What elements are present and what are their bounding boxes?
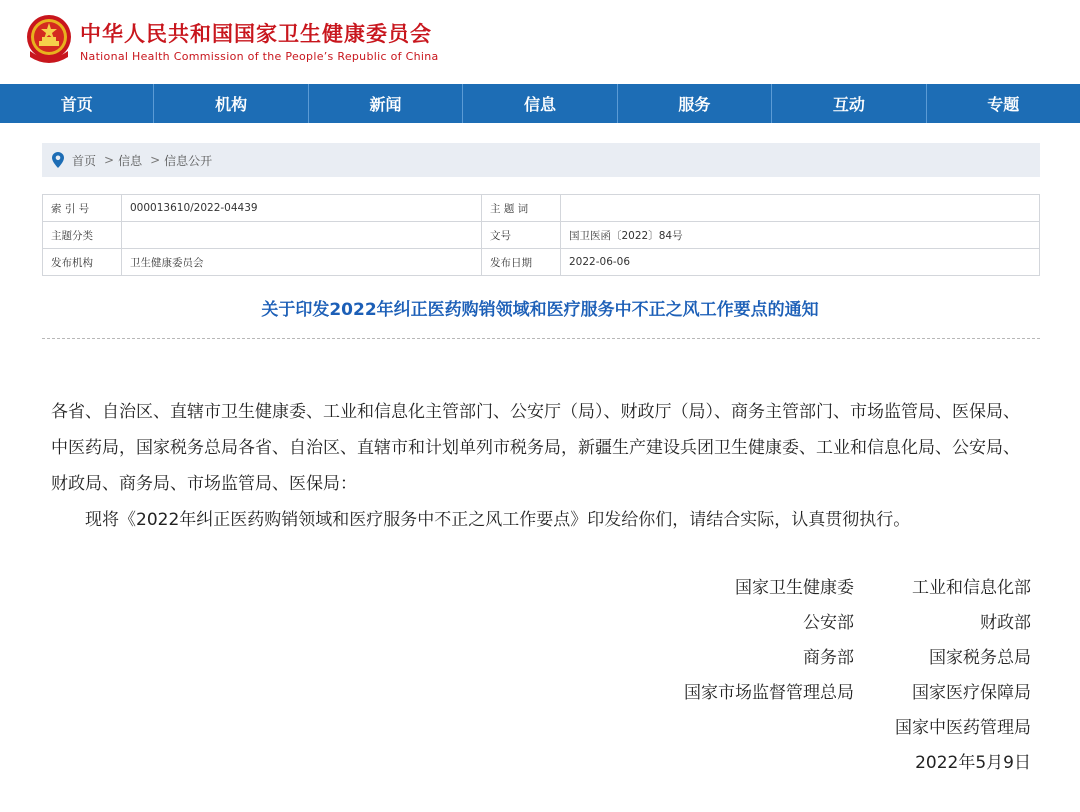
breadcrumb-separator: > [104, 153, 115, 167]
publisher-value: 卫生健康委员会 [122, 249, 482, 276]
breadcrumb-information[interactable]: 信息 [118, 153, 143, 168]
document-info-table [42, 194, 1040, 276]
signatory-mofcom: 商务部 [803, 648, 854, 668]
site-title-english[interactable]: National Health Commission of the People’s Republic of China [80, 50, 439, 63]
nav-news[interactable]: 新闻 [309, 84, 463, 123]
recipients-paragraph: 各省、自治区、直辖市卫生健康委、工业和信息化主管部门、公安厅（局）、财政厅（局）、商务主管部门、市场监管局、医保局、中医药局，国家税务总局各省、自治区、直辖市和计划单列市税务局，新疆生产建设兵团卫生健康委、工业和信息化局、公安局、财政局、商务局、市场监管局、医保局： [51, 402, 1020, 494]
signatory-mps: 公安部 [803, 613, 854, 633]
body-paragraph: 现将《2022年纠正医药购销领域和医疗服务中不正之风工作要点》印发给你们，请结合实际，认真贯彻执行。 [85, 510, 911, 530]
signatory-sta: 国家税务总局 [929, 648, 1031, 668]
breadcrumb-separator: > [150, 153, 161, 167]
nav-home[interactable]: 首页 [0, 84, 154, 123]
signatory-nhc: 国家卫生健康委 [735, 578, 854, 598]
table-row [43, 249, 1040, 276]
table-row [43, 222, 1040, 249]
nav-interaction[interactable]: 互动 [772, 84, 926, 123]
keywords-label: 主 题 词 [482, 195, 561, 222]
document-title: 关于印发2022年纠正医药购销领域和医疗服务中不正之风工作要点的通知 [261, 300, 819, 320]
keywords-value [561, 195, 1040, 222]
main-nav [0, 84, 1080, 123]
document-body [51, 394, 1033, 538]
nav-information[interactable]: 信息 [463, 84, 617, 123]
index-number-value: 000013610/2022-04439 [122, 195, 482, 222]
signatory-miit: 工业和信息化部 [912, 578, 1031, 598]
category-label: 主题分类 [43, 222, 122, 249]
document-number-value: 国卫医函〔2022〕84号 [561, 222, 1040, 249]
index-number-label: 索 引 号 [43, 195, 122, 222]
breadcrumb-home[interactable]: 首页 [72, 153, 97, 168]
signature-date: 2022年5月9日 [915, 753, 1031, 773]
breadcrumb-disclosure[interactable]: 信息公开 [164, 153, 213, 168]
signatory-nhsa: 国家医疗保障局 [912, 683, 1031, 703]
national-emblem-logo[interactable] [24, 13, 74, 65]
publish-date-value: 2022-06-06 [561, 249, 1040, 276]
site-title[interactable]: 中华人民共和国国家卫生健康委员会 [80, 22, 432, 46]
nav-topics[interactable]: 专题 [987, 95, 1020, 114]
signatory-mof: 财政部 [980, 613, 1031, 633]
signatory-natcm: 国家中医药管理局 [895, 718, 1031, 738]
category-value [122, 222, 482, 249]
location-pin-icon [52, 152, 64, 168]
dashed-divider [42, 338, 1040, 339]
publisher-label: 发布机构 [43, 249, 122, 276]
nav-organization[interactable]: 机构 [154, 84, 308, 123]
breadcrumb [42, 143, 1040, 177]
nav-services[interactable]: 服务 [618, 84, 772, 123]
table-row [43, 195, 1040, 222]
document-number-label: 文号 [482, 222, 561, 249]
publish-date-label: 发布日期 [482, 249, 561, 276]
signatory-samr: 国家市场监督管理总局 [684, 683, 854, 703]
site-header [0, 0, 1080, 84]
